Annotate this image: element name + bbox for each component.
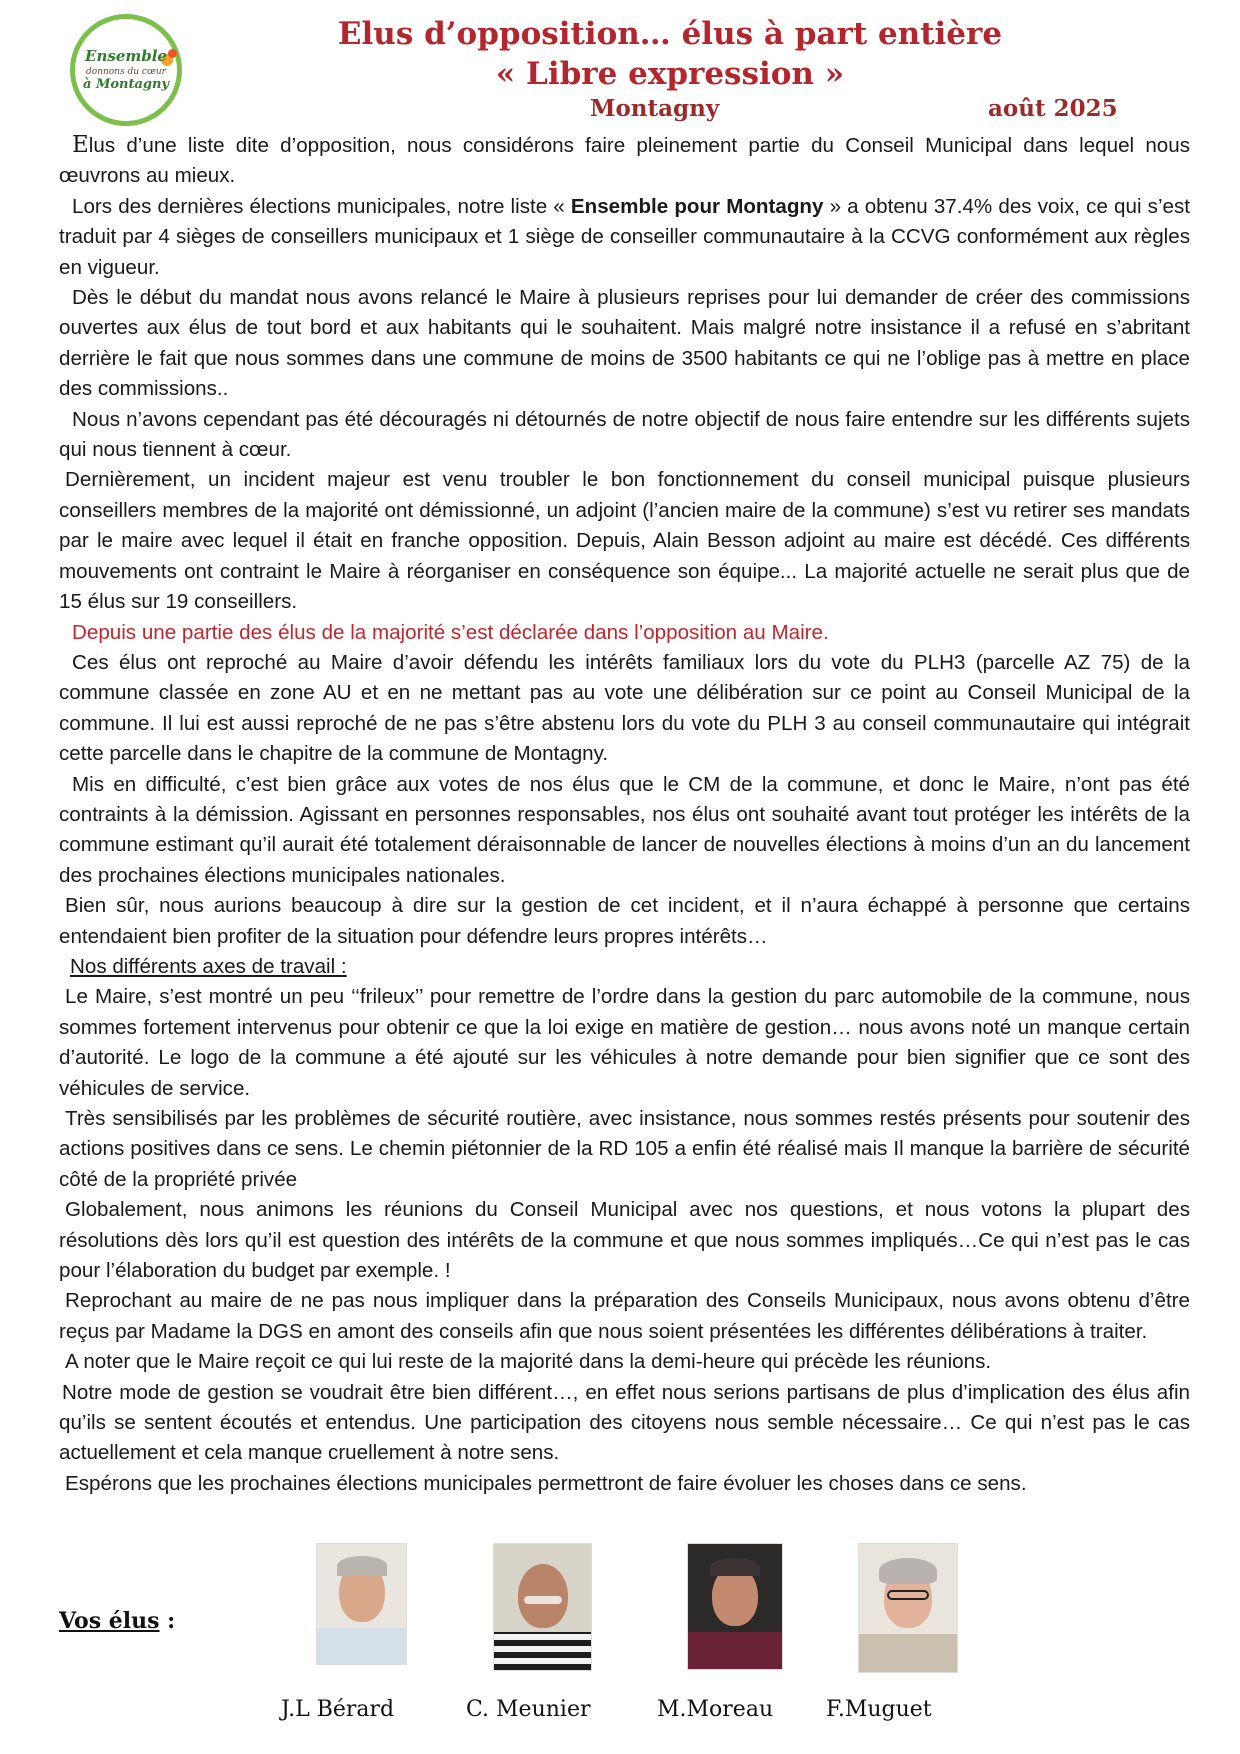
portrait-hair	[337, 1556, 387, 1576]
elus-label-text: Vos élus	[59, 1608, 160, 1634]
portrait-shirt	[688, 1632, 782, 1670]
section-heading-text: Nos différents axes de travail :	[70, 954, 347, 978]
portrait-shirt	[859, 1634, 957, 1672]
paragraph	[59, 192, 1190, 283]
paragraph: Très sensibilisés par les problèmes de sécurité routière, avec insistance, nous sommes restés présents pour soutenir des actions positives dans ce sens. Le chemin piétonnier de la RD 105 a enfin été réalisé mais Il manque la barrière de sécurité côté de la propriété privée	[59, 1107, 1190, 1191]
portrait-shirt	[494, 1632, 591, 1670]
elu-name: M.Moreau	[657, 1697, 774, 1722]
paragraph: Mis en difficulté, c’est bien grâce aux votes de nos élus que le CM de la commune, et donc le Maire, n’ont pas été contraints à la démission. Agissant en personnes responsables, nos élus ont souhaité avant tout protéger les intérêts de la commune estimant qu’il aurait été totalement déraisonnable de lancer de nouvelles élections à moins d’un an du lancement des prochaines élections municipales nationales.	[59, 772, 1190, 887]
logo	[70, 14, 182, 126]
portrait-hair	[710, 1558, 760, 1576]
paragraph-text: Lors des dernières élections municipales, notre liste «	[72, 194, 571, 218]
paragraph: Dès le début du mandat nous avons relancé le Maire à plusieurs reprises pour lui demander de créer des commissions ouvertes aux élus de tout bord et aux habitants qui le souhaitent. Mais malgré notre insistance il a refusé en s’abritant derrière le fait que nous sommes dans une commune de moins de 3500 habitants ce qui ne l’oblige pas à mettre en place des commissions..	[59, 286, 1190, 401]
paragraph: Elus d’une liste dite d’opposition, nous considérons faire pleinement partie du Conseil Municipal dans lequel nous œuvrons au mieux.	[59, 132, 1190, 188]
date: août 2025	[988, 95, 1118, 122]
portrait-photo	[687, 1543, 783, 1670]
page-title: Elus d’opposition… élus à part entière	[337, 16, 1003, 52]
paragraph: A noter que le Maire reçoit ce qui lui reste de la majorité dans la demi-heure qui précède les réunions.	[65, 1350, 992, 1374]
paragraph: Notre mode de gestion se voudrait être bien différent…, en effet nous serions partisans de plus d’implication des élus afin qu’ils se sentent écoutés et entendus. Une participation des citoyens nous semble nécessaire… Ce qui n’est pas le cas actuellement et cela manque cruellement à notre sens.	[59, 1380, 1190, 1465]
elu-name: F.Muguet	[826, 1697, 932, 1722]
paragraph: Espérons que les prochaines élections municipales permettront de faire évoluer les choses dans ce sens.	[65, 1471, 1027, 1495]
logo-line3: à Montagny	[83, 77, 169, 93]
portrait-moustache	[524, 1596, 562, 1604]
location: Montagny	[590, 95, 720, 122]
page-subtitle: « Libre expression »	[495, 56, 845, 92]
portrait-photo	[493, 1543, 592, 1671]
paragraph: Globalement, nous animons les réunions du Conseil Municipal avec nos questions, et nous votons la plupart des résolutions dès lors qu’il est question des intérêts de la commune et que nous sommes impliqués…Ce qui n’est pas le cas pour l’élaboration du budget par exemple. !	[59, 1198, 1190, 1283]
section-heading	[59, 952, 1190, 982]
elus-label-colon: :	[159, 1608, 176, 1634]
portrait-hair	[879, 1558, 937, 1584]
paragraph-text: » a obtenu 37.4% des voix, ce qui s’est traduit par 4 sièges de conseillers municipaux et 1 siège de conseiller communautaire à la CCVG conformément aux règles en vigueur.	[59, 194, 1190, 279]
article-body	[59, 130, 1190, 1499]
elu-name: J.L Bérard	[281, 1697, 395, 1722]
paragraph: Bien sûr, nous aurions beaucoup à dire sur la gestion de cet incident, et il n’aura échappé à personne que certains entendaient bien profiter de la situation pour défendre leurs propres intérêts…	[59, 894, 1190, 948]
elus-label	[59, 1608, 175, 1634]
highlighted-paragraph: Depuis une partie des élus de la majorité s’est déclarée dans l’opposition au Maire.	[72, 620, 829, 644]
list-name: Ensemble pour Montagny	[570, 194, 824, 218]
paragraph: Dernièrement, un incident majeur est venu troubler le bon fonctionnement du conseil municipal puisque plusieurs conseillers membres de la majorité ont démissionné, un adjoint (l’ancien maire de la commune) s’est vu retirer ses mandats par le maire avec lequel il était en franche opposition. Depuis, Alain Besson adjoint au maire est décédé. Ces différents mouvements ont contraint le Maire à réorganiser en conséquence son équipe... La majorité actuelle ne serait plus que de 15 élus sur 19 conseillers.	[59, 468, 1190, 614]
portrait-photo	[316, 1543, 407, 1665]
glasses-icon	[887, 1590, 929, 1600]
logo-text	[75, 49, 177, 92]
logo-line2: donnons du cœur	[86, 66, 166, 77]
paragraph: Le Maire, s’est montré un peu ‘‘frileux’’ pour remettre de l’ordre dans la gestion du parc automobile de la commune, nous sommes fortement intervenus pour obtenir ce que la loi exige en matière de gestion… nous avons noté un manque certain d’autorité. Le logo de la commune a été ajouté sur les véhicules à notre demande pour bien signifier que ce sont des véhicules de service.	[59, 985, 1190, 1100]
portrait-photo	[858, 1543, 958, 1673]
paragraph: Ces élus ont reproché au Maire d’avoir défendu les intérêts familiaux lors du vote du PLH3 (parcelle AZ 75) de la commune classée en zone AU et en ne mettant pas au vote une délibération sur ce point au Conseil Municipal de la commune. Il lui est aussi reproché de ne pas s’être abstenu lors du vote du PLH 3 au conseil communautaire qui intégrait cette parcelle dans le chapitre de la commune de Montagny.	[59, 650, 1190, 766]
portrait-shirt	[317, 1628, 406, 1664]
logo-line1: Ensemble	[85, 47, 167, 65]
paragraph: Reprochant au maire de ne pas nous impliquer dans la préparation des Conseils Municipaux, nous avons obtenu d’être reçus par Madame la DGS en amont des conseils afin que nous soient présentées les différentes délibérations à traiter.	[59, 1289, 1190, 1343]
elu-name: C. Meunier	[466, 1697, 591, 1722]
paragraph: Nous n’avons cependant pas été découragés ni détournés de notre objectif de nous faire entendre sur les différents sujets qui nous tiennent à cœur.	[59, 407, 1190, 462]
